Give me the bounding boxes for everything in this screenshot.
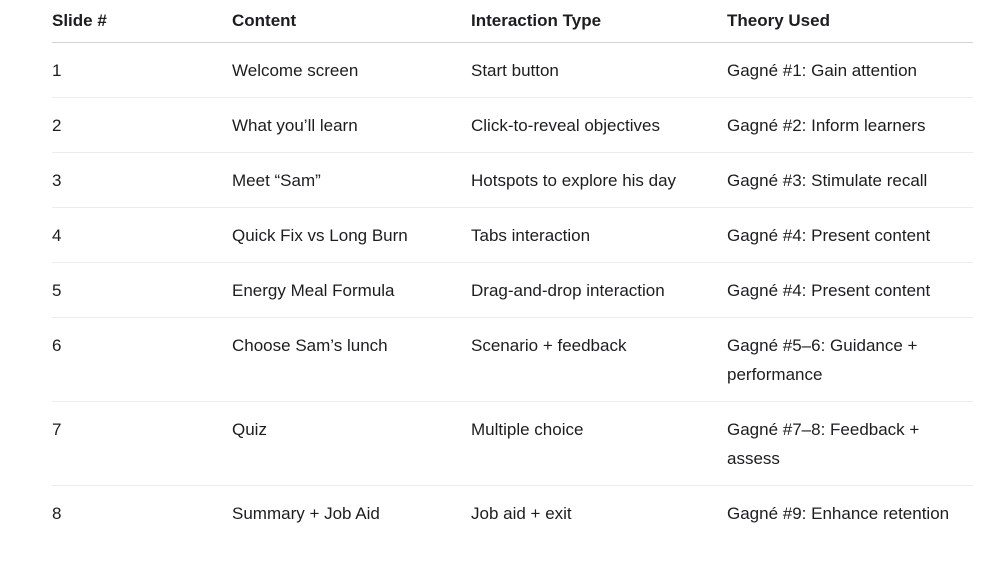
cell-content: Welcome screen	[232, 43, 471, 98]
table-row	[52, 486, 973, 541]
cell-content: What you’ll learn	[232, 98, 471, 153]
cell-content: Quiz	[232, 402, 471, 486]
cell-interaction-type: Job aid + exit	[471, 504, 572, 523]
table-row	[52, 402, 973, 486]
header-row	[52, 0, 973, 43]
cell-interaction-type: Scenario + feedback	[471, 318, 727, 402]
cell-slide-number: 8	[52, 504, 62, 523]
table-row	[52, 208, 973, 263]
header-interaction-type: Interaction Type	[471, 0, 727, 43]
cell-theory-used: Gagné #2: Inform learners	[727, 98, 973, 153]
cell-theory-used: Gagné #4: Present content	[727, 263, 973, 318]
header-theory-used: Theory Used	[727, 0, 973, 43]
cell-content: Choose Sam’s lunch	[232, 318, 471, 402]
table-row	[52, 318, 973, 402]
table-body	[52, 43, 973, 541]
storyboard-table	[52, 0, 973, 540]
cell-slide-number: 3	[52, 153, 232, 208]
cell-slide-number: 1	[52, 43, 232, 98]
cell-slide-number: 6	[52, 318, 232, 402]
table-header	[52, 0, 973, 43]
cell-content: Energy Meal Formula	[232, 263, 471, 318]
table-row	[52, 43, 973, 98]
table-row	[52, 153, 973, 208]
storyboard-table-container	[52, 0, 973, 540]
cell-interaction-type: Tabs interaction	[471, 208, 727, 263]
cell-slide-number: 5	[52, 263, 232, 318]
cell-interaction-type: Multiple choice	[471, 402, 727, 486]
cell-theory-used: Gagné #9: Enhance retention	[727, 504, 950, 523]
cell-content: Meet “Sam”	[232, 153, 471, 208]
cell-interaction-type: Start button	[471, 43, 727, 98]
cell-interaction-type: Click-to-reveal objectives	[471, 98, 727, 153]
header-slide-number: Slide #	[52, 0, 232, 43]
cell-theory-used: Gagné #5–6: Guidance + performance	[727, 318, 973, 402]
cell-slide-number: 4	[52, 208, 232, 263]
table-row	[52, 263, 973, 318]
cell-slide-number: 2	[52, 98, 232, 153]
cell-interaction-type: Drag-and-drop interaction	[471, 263, 727, 318]
cell-content: Summary + Job Aid	[232, 504, 380, 523]
cell-content: Quick Fix vs Long Burn	[232, 208, 471, 263]
cell-theory-used: Gagné #7–8: Feedback + assess	[727, 402, 973, 486]
cell-theory-used: Gagné #1: Gain attention	[727, 43, 973, 98]
cell-interaction-type: Hotspots to explore his day	[471, 153, 727, 208]
header-content: Content	[232, 0, 471, 43]
cell-theory-used: Gagné #4: Present content	[727, 208, 973, 263]
cell-theory-used: Gagné #3: Stimulate recall	[727, 153, 973, 208]
table-row	[52, 98, 973, 153]
cell-slide-number: 7	[52, 402, 232, 486]
